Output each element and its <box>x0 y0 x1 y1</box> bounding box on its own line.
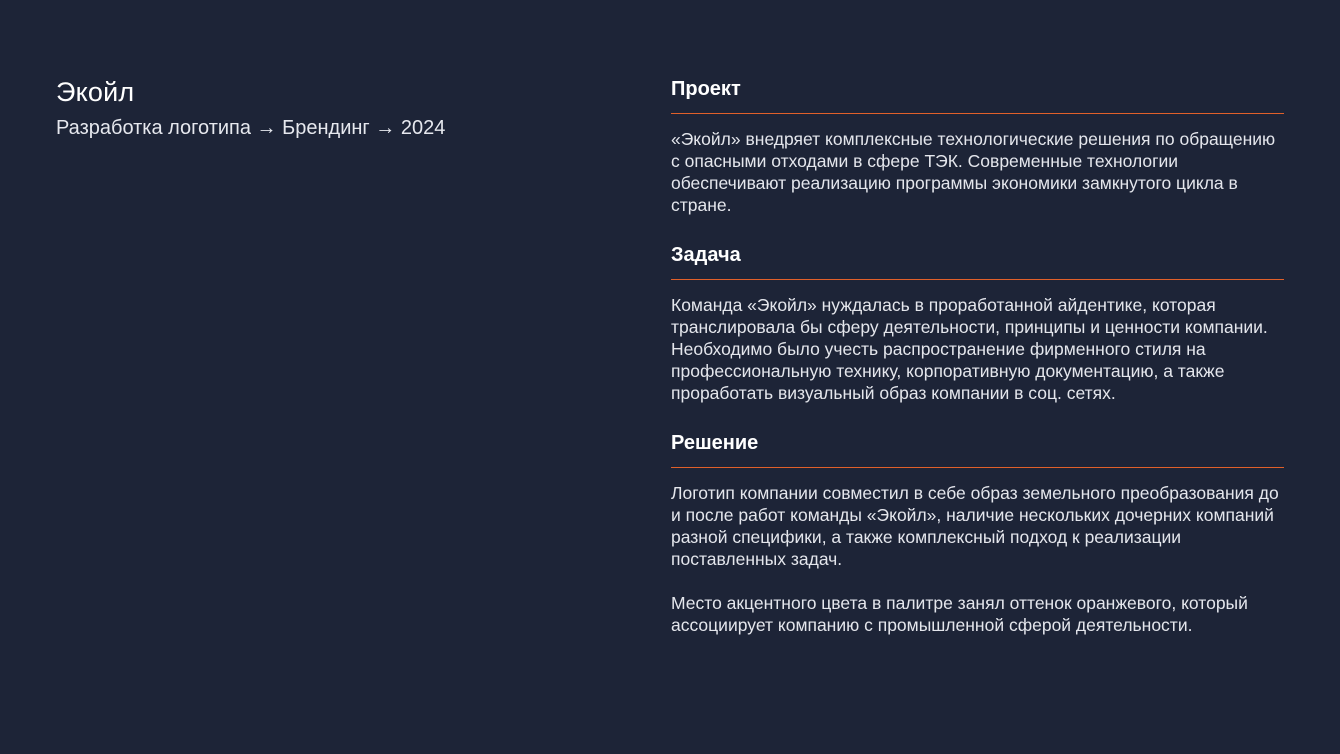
section-paragraph: Команда «Экойл» нуждалась в проработанной айдентике, которая транслировала бы сферу деятельности, принципы и ценности компании. Необходимо было учесть распространение фирменного стиля на профессиональную технику, корпоративную документацию, а также проработать визуальный образ компании в соц. сетях. <box>671 295 1268 403</box>
section-project <box>671 76 1284 216</box>
accent-divider <box>671 113 1284 114</box>
project-header <box>56 76 576 141</box>
project-title: Экойл <box>56 77 135 107</box>
section-paragraph: Место акцентного цвета в палитре занял оттенок оранжевого, который ассоциирует компанию с промышленной сферой деятельности. <box>671 593 1248 635</box>
section-solution <box>671 430 1284 636</box>
accent-divider <box>671 279 1284 280</box>
section-task <box>671 242 1284 404</box>
section-paragraph: «Экойл» внедряет комплексные технологические решения по обращению с опасными отходами в сфере ТЭК. Современные технологии обеспечивают реализацию программы экономики замкнутого цикла в стране. <box>671 129 1276 215</box>
section-heading: Задача <box>671 244 741 266</box>
project-subtitle: Разработка логотипа → Брендинг → 2024 <box>56 117 446 139</box>
accent-divider <box>671 467 1284 468</box>
section-heading: Решение <box>671 432 759 454</box>
project-details <box>671 76 1284 662</box>
section-heading: Проект <box>671 78 741 100</box>
section-paragraph: Логотип компании совместил в себе образ земельного преобразования до и после работ команды «Экойл», наличие нескольких дочерних компаний разной специфики, а также комплексный подход к реализации поставленных задач. <box>671 483 1279 569</box>
